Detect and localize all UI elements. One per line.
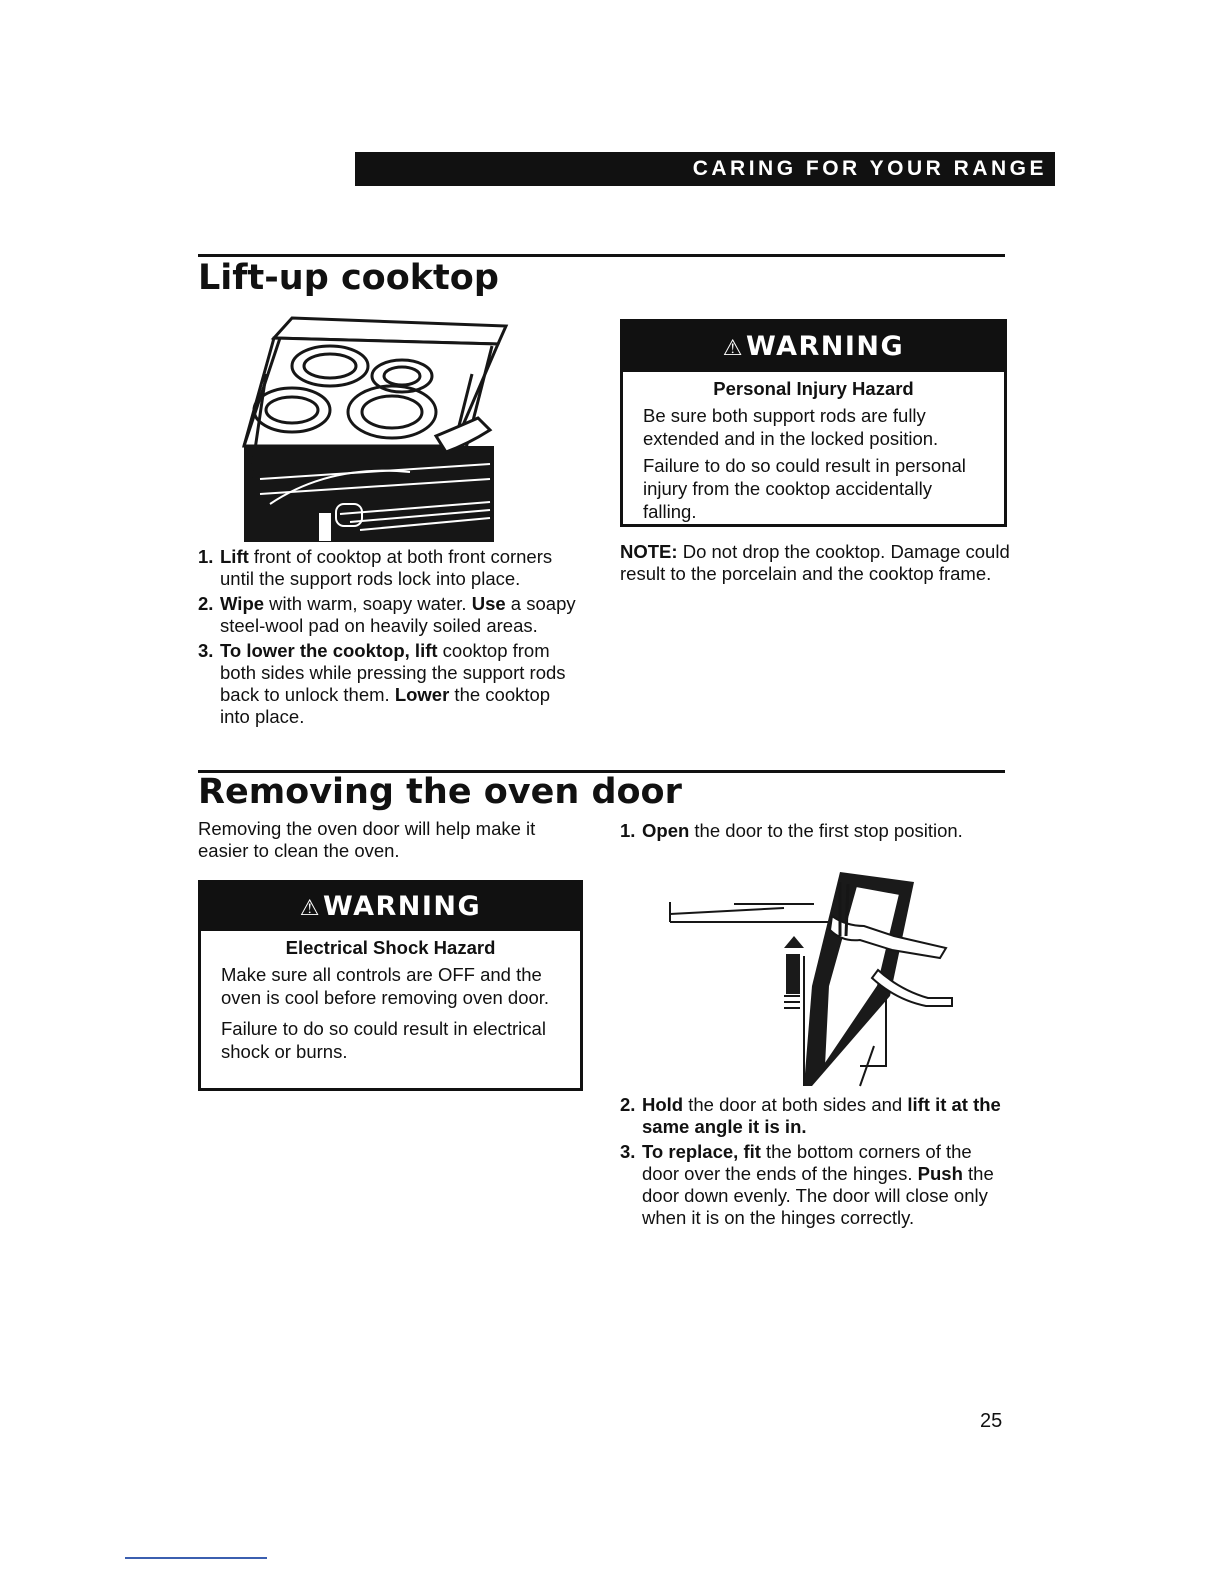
step-text: front of cooktop at both front corners until the support rods lock into place. bbox=[220, 546, 553, 589]
list-item bbox=[198, 546, 583, 590]
step-bold: Use bbox=[471, 593, 506, 614]
warning-text: Be sure both support rods are fully extended and in the locked position. bbox=[643, 405, 939, 449]
warning-triangle-icon: ⚠ bbox=[722, 336, 745, 361]
section-title-oven-door: Removing the oven door bbox=[198, 772, 682, 812]
step-number: 1. bbox=[620, 820, 636, 841]
warning-header bbox=[623, 322, 1004, 372]
step-number: 3. bbox=[198, 640, 214, 661]
warning-text: Make sure all controls are OFF and the oven is cool before removing oven door. bbox=[221, 964, 550, 1008]
step-text: cooktop from both sides while pressing the support rods back to unlock them. bbox=[220, 640, 566, 705]
oven-door-step-1 bbox=[620, 820, 1010, 842]
section-banner: CARING FOR YOUR RANGE bbox=[355, 152, 1055, 186]
step-bold: Lift bbox=[220, 546, 249, 567]
page-number: 25 bbox=[980, 1410, 1003, 1432]
step-bold: lift it at the same angle it is in. bbox=[642, 1094, 1001, 1137]
cooktop-illustration bbox=[240, 314, 510, 542]
electrical-shock-warning bbox=[198, 880, 583, 1091]
step-text: the bottom corners of the door over the ends of the hinges. bbox=[642, 1141, 972, 1184]
list-item bbox=[198, 593, 583, 637]
list-item bbox=[620, 1094, 1012, 1138]
step-text: a soapy steel-wool pad on heavily soiled areas. bbox=[220, 593, 576, 636]
step-bold: Hold bbox=[642, 1094, 684, 1115]
hazard-title: Electrical Shock Hazard bbox=[285, 937, 496, 958]
warning-title: WARNING bbox=[746, 331, 905, 362]
step-number: 1. bbox=[198, 546, 214, 567]
cooktop-steps bbox=[198, 546, 583, 731]
personal-injury-warning bbox=[620, 319, 1007, 527]
warning-triangle-icon: ⚠ bbox=[299, 896, 322, 921]
step-text: the door at both sides and bbox=[683, 1094, 908, 1115]
step-text: the door down evenly. The door will close only when it is on the hinges correctly. bbox=[642, 1163, 994, 1228]
warning-header bbox=[201, 883, 580, 931]
oven-door-intro: Removing the oven door will help make it easier to clean the oven. bbox=[198, 818, 536, 861]
step-bold: Wipe bbox=[220, 593, 265, 614]
step-number: 2. bbox=[620, 1094, 636, 1115]
oven-door-illustration bbox=[664, 866, 964, 1088]
step-bold: To replace, fit bbox=[642, 1141, 761, 1162]
warning-text: Failure to do so could result in personal injury from the cooktop accidentally falling. bbox=[643, 455, 966, 522]
note-label: NOTE: bbox=[620, 541, 678, 562]
step-text: the cooktop into place. bbox=[220, 684, 551, 727]
step-text: with warm, soapy water. bbox=[264, 593, 472, 614]
step-bold: Open bbox=[642, 820, 690, 841]
note-text: Do not drop the cooktop. Damage could result to the porcelain and the cooktop frame. bbox=[620, 541, 1010, 584]
list-item bbox=[198, 640, 583, 728]
step-text: the door to the first stop position. bbox=[689, 820, 963, 841]
list-item bbox=[620, 1141, 1012, 1229]
step-number: 3. bbox=[620, 1141, 636, 1162]
section-title-cooktop: Lift-up cooktop bbox=[198, 258, 499, 298]
warning-title: WARNING bbox=[323, 891, 482, 922]
step-bold: Push bbox=[917, 1163, 963, 1184]
warning-text: Failure to do so could result in electrical shock or burns. bbox=[221, 1018, 546, 1062]
scan-artifact-line bbox=[125, 1557, 267, 1559]
cooktop-note bbox=[620, 541, 1010, 585]
step-bold: To lower the cooktop, lift bbox=[220, 640, 438, 661]
step-number: 2. bbox=[198, 593, 214, 614]
step-bold: Lower bbox=[394, 684, 450, 705]
hazard-title: Personal Injury Hazard bbox=[713, 378, 914, 399]
section-rule bbox=[198, 254, 1005, 257]
oven-door-steps bbox=[620, 1094, 1012, 1232]
